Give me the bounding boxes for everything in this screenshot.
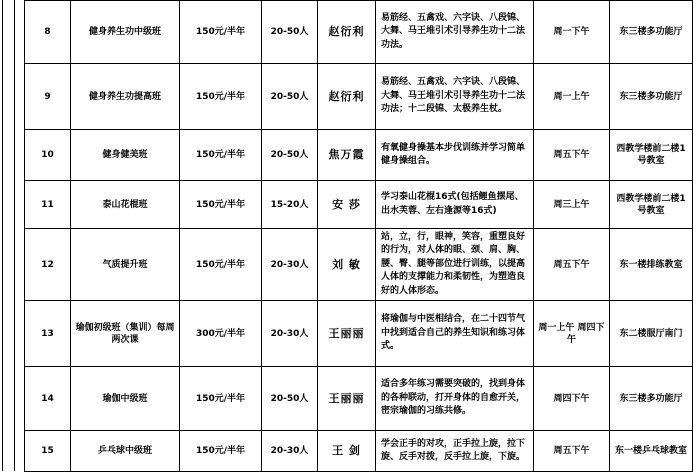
class-time: 周四下午	[534, 367, 610, 431]
teacher-name: 刘 敏	[318, 229, 376, 301]
course-fee: 300元/半年	[180, 301, 262, 367]
course-fee: 150元/半年	[180, 431, 262, 472]
class-time: 周五下午	[534, 229, 610, 301]
teacher-name: 王 剑	[318, 431, 376, 472]
course-description: 学会正手的对攻，正手拉上旋，拉下旋、反手对拨，反手拉上旋，下旋。	[376, 431, 534, 472]
course-fee: 150元/半年	[180, 1, 262, 64]
course-description: 易筋经、五禽戏、六字诀、八段锦、大舞、马王堆引术引导养生功十二法功法。	[376, 1, 534, 64]
teacher-name: 赵衍利	[318, 1, 376, 64]
left-margin-line-inner	[14, 0, 15, 471]
course-name: 健身养生功提高班	[71, 64, 180, 130]
class-size: 20-50人	[262, 1, 318, 64]
teacher-name: 安 莎	[318, 181, 376, 229]
class-location: 东三楼多功能厅	[610, 367, 693, 431]
row-number: 14	[25, 367, 71, 431]
class-location: 西教学楼前二楼1号教室	[610, 130, 693, 181]
course-fee: 150元/半年	[180, 181, 262, 229]
left-margin-line	[2, 0, 3, 471]
row-number: 15	[25, 431, 71, 472]
class-size: 20-30人	[262, 431, 318, 472]
course-fee: 150元/半年	[180, 367, 262, 431]
class-location: 东一楼排练教室	[610, 229, 693, 301]
class-size: 20-50人	[262, 367, 318, 431]
row-number: 8	[25, 1, 71, 64]
row-number: 13	[25, 301, 71, 367]
class-location: 东一楼乒乓球教室	[610, 431, 693, 472]
class-location: 东三楼多功能厅	[610, 1, 693, 64]
course-description: 有氧健身操基本步伐训练并学习简单健身操组合。	[376, 130, 534, 181]
course-name: 健身健美班	[71, 130, 180, 181]
table-row	[25, 367, 693, 431]
course-description: 易筋经、五禽戏、六字诀、八段锦、大舞、马王堆引术引导养生功十二法功法；十二段锦、太极养生杖。	[376, 64, 534, 130]
course-description: 站，立，行，眼神，笑容，重塑良好的行为，对人体的眼、颈、肩、胸、腰、臀、腿等部位进行训练，以提高人体的支撑能力和柔韧性，为塑造良好的人体形态。	[376, 229, 534, 301]
table-row	[25, 130, 693, 181]
table-row	[25, 1, 693, 64]
teacher-name: 王丽丽	[318, 367, 376, 431]
class-size: 20-30人	[262, 301, 318, 367]
class-time: 周一上午 周四下午	[534, 301, 610, 367]
course-name: 瑜伽初级班（集训）每周两次课	[71, 301, 180, 367]
teacher-name: 王丽丽	[318, 301, 376, 367]
class-time: 周三上午	[534, 181, 610, 229]
row-number: 10	[25, 130, 71, 181]
class-time: 周五下午	[534, 431, 610, 472]
table-row	[25, 64, 693, 130]
table-row	[25, 431, 693, 472]
row-number: 11	[25, 181, 71, 229]
class-size: 20-50人	[262, 130, 318, 181]
course-name: 健身养生功中级班	[71, 1, 180, 64]
class-time: 周一上午	[534, 64, 610, 130]
course-description: 将瑜伽与中医相结合，在二十四节气中找到适合自己的养生知识和练习体式。	[376, 301, 534, 367]
course-name: 瑜伽中级班	[71, 367, 180, 431]
course-description: 适合多年练习需要突破的，找到身体的各种联动，打开身体的自愈开关，密宗瑜伽的习练共修。	[376, 367, 534, 431]
class-location: 西教学楼前二楼1号教室	[610, 181, 693, 229]
course-fee: 150元/半年	[180, 229, 262, 301]
class-location: 东二楼服厅南门	[610, 301, 693, 367]
class-size: 20-30人	[262, 229, 318, 301]
table-row	[25, 301, 693, 367]
table-row	[25, 229, 693, 301]
class-size: 20-50人	[262, 64, 318, 130]
class-location: 东三楼多功能厅	[610, 64, 693, 130]
class-size: 15-20人	[262, 181, 318, 229]
course-name: 气质提升班	[71, 229, 180, 301]
row-number: 12	[25, 229, 71, 301]
course-name: 泰山花棍班	[71, 181, 180, 229]
teacher-name: 赵衍利	[318, 64, 376, 130]
course-table	[24, 0, 693, 472]
row-number: 9	[25, 64, 71, 130]
course-name: 乒乓球中级班	[71, 431, 180, 472]
class-time: 周五下午	[534, 130, 610, 181]
teacher-name: 焦万霞	[318, 130, 376, 181]
course-fee: 150元/半年	[180, 64, 262, 130]
course-fee: 150元/半年	[180, 130, 262, 181]
course-description: 学习泰山花棍16式(包括鲤鱼摆尾、出水芙蓉、左右逢源等16式)	[376, 181, 534, 229]
class-time: 周一下午	[534, 1, 610, 64]
course-rows	[25, 1, 693, 472]
table-row	[25, 181, 693, 229]
